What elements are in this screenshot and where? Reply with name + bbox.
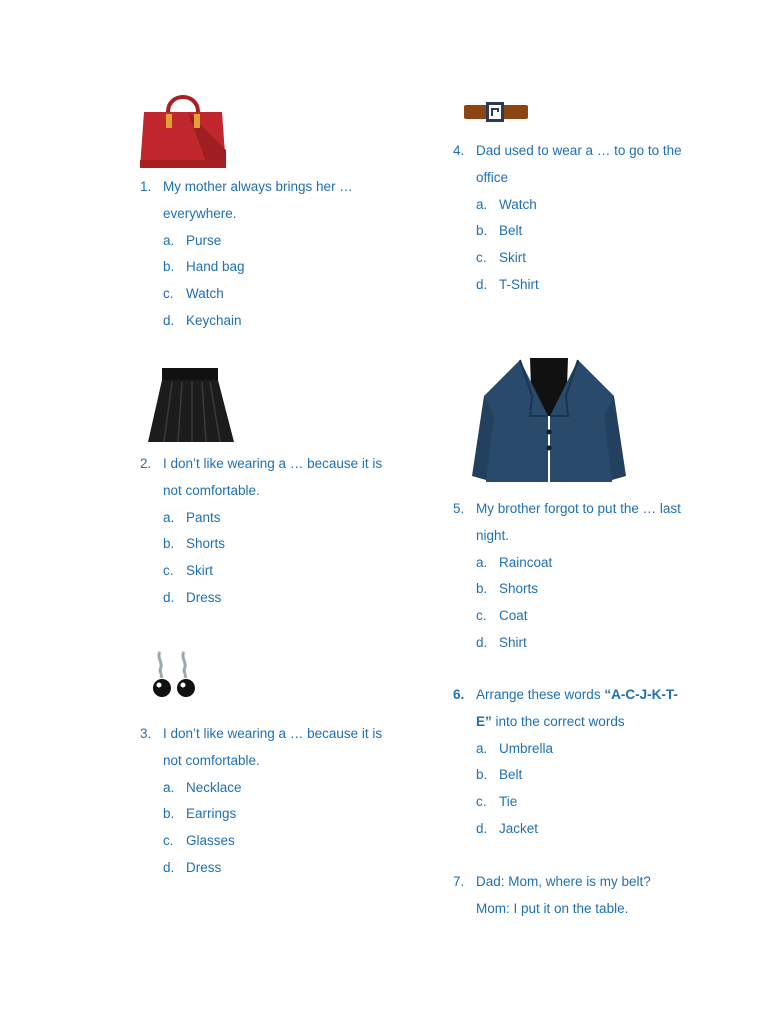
option-c[interactable]: c. Skirt — [476, 250, 526, 266]
option-c[interactable]: c. Watch — [163, 286, 224, 302]
option-c[interactable]: c. Tie — [476, 794, 518, 810]
belt-image — [464, 102, 528, 122]
question-text: My brother forgot to put the … last night. — [476, 501, 681, 543]
question-1 — [140, 174, 390, 335]
question-text: My mother always brings her … everywhere. — [163, 179, 353, 221]
option-a[interactable]: a. Watch — [476, 196, 537, 212]
option-d[interactable]: d. Jacket — [476, 820, 539, 836]
question-5 — [453, 496, 683, 657]
question-text: I don’t like wearing a … because it is not comfortable. — [163, 456, 383, 498]
option-c[interactable]: c. Coat — [476, 608, 528, 624]
option-b[interactable]: b. Earrings — [163, 806, 237, 822]
option-b[interactable]: b. Belt — [476, 767, 523, 783]
option-d[interactable]: d. Dress — [163, 589, 222, 605]
earrings-image — [150, 648, 200, 700]
question-text — [476, 869, 693, 923]
option-b[interactable]: b. Hand bag — [163, 259, 245, 275]
option-c[interactable]: c. Skirt — [163, 563, 213, 579]
option-b[interactable]: b. Belt — [476, 223, 523, 239]
question-3 — [140, 721, 390, 882]
option-c[interactable]: c. Glasses — [163, 833, 235, 849]
question-text: Arrange these words “A-C-J-K-T-E” into the correct words — [476, 687, 678, 729]
question-number: 5. — [453, 501, 465, 516]
question-number: 3. — [140, 726, 152, 741]
question-4 — [453, 138, 683, 299]
dialogue-line-mom: Mom: I put it on the table. — [476, 900, 629, 916]
option-a[interactable]: a. Raincoat — [476, 554, 553, 570]
jacket-image — [470, 356, 628, 484]
dialogue-line-dad: Dad: Mom, where is my belt? — [476, 874, 651, 889]
option-a[interactable]: a. Purse — [163, 232, 222, 248]
skirt-image — [146, 368, 236, 446]
option-d[interactable]: d. Keychain — [163, 312, 242, 328]
option-a[interactable]: a. Pants — [163, 509, 221, 525]
question-number: 7. — [453, 874, 465, 889]
option-d[interactable]: d. Dress — [163, 859, 222, 875]
question-text: I don’t like wearing a … because it is not comfortable. — [163, 726, 383, 768]
question-number: 6. — [453, 687, 465, 702]
handbag-image — [138, 90, 228, 170]
question-number: 4. — [453, 143, 465, 158]
question-6 — [453, 682, 683, 843]
option-d[interactable]: d. Shirt — [476, 634, 527, 650]
option-d[interactable]: d. T-Shirt — [476, 276, 539, 292]
question-7 — [453, 869, 693, 923]
question-text: Dad used to wear a … to go to the office — [476, 143, 682, 185]
option-b[interactable]: b. Shorts — [476, 581, 539, 597]
option-a[interactable]: a. Necklace — [163, 779, 242, 795]
option-b[interactable]: b. Shorts — [163, 536, 226, 552]
question-number: 2. — [140, 456, 152, 471]
option-a[interactable]: a. Umbrella — [476, 740, 554, 756]
question-number: 1. — [140, 179, 152, 194]
question-2 — [140, 451, 390, 612]
scrambled-word: “A-C-J-K-T-E” — [476, 687, 678, 729]
